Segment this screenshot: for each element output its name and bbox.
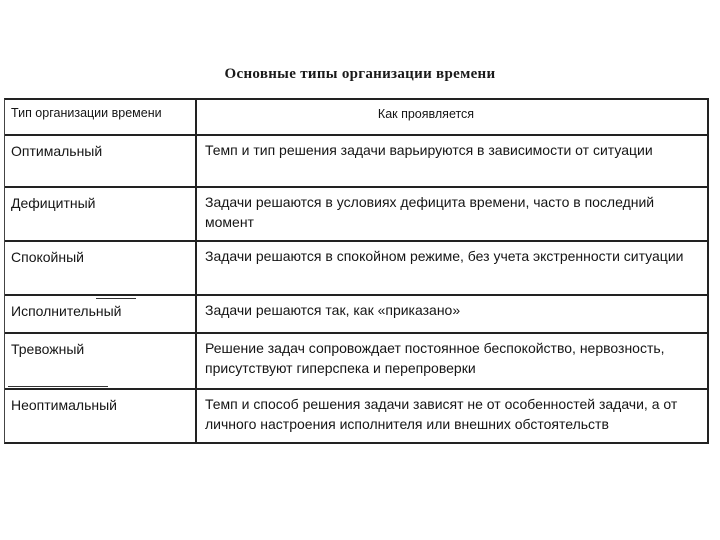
table-header-row (5, 100, 707, 136)
row-type: Оптимальный (11, 143, 103, 159)
table-row (5, 136, 707, 188)
row-type: Неоптимальный (11, 397, 117, 413)
header-type: Тип организации времени (11, 106, 162, 120)
row-description: Темп и тип решения задачи варьируются в зависимости от ситуации (195, 136, 707, 186)
row-type: Спокойный (11, 249, 84, 265)
scan-artifact-line (8, 386, 108, 387)
table-row (5, 242, 707, 296)
table-row (5, 296, 707, 334)
row-description: Темп и способ решения задачи зависят не от особенностей задачи, а от личного настроения исполнителя или внешних обстоятельств (195, 390, 707, 442)
table-row (5, 390, 707, 442)
table-row (5, 188, 707, 242)
page-title: Основные типы организации времени (224, 66, 496, 82)
row-type: Исполнительный (11, 303, 122, 319)
time-organization-table (4, 98, 709, 444)
row-description: Задачи решаются в условиях дефицита времени, часто в последний момент (195, 188, 707, 240)
row-description: Решение задач сопровождает постоянное беспокойство, нервозность, присутствуют гиперспека и перепроверки (195, 334, 707, 388)
row-type: Тревожный (11, 341, 85, 357)
scan-artifact-line (96, 298, 136, 299)
row-description: Задачи решаются так, как «приказано» (195, 296, 707, 332)
row-description: Задачи решаются в спокойном режиме, без учета экстренности ситуации (195, 242, 707, 294)
header-description: Как проявляется (195, 100, 707, 134)
table-row (5, 334, 707, 390)
row-type: Дефицитный (11, 195, 96, 211)
